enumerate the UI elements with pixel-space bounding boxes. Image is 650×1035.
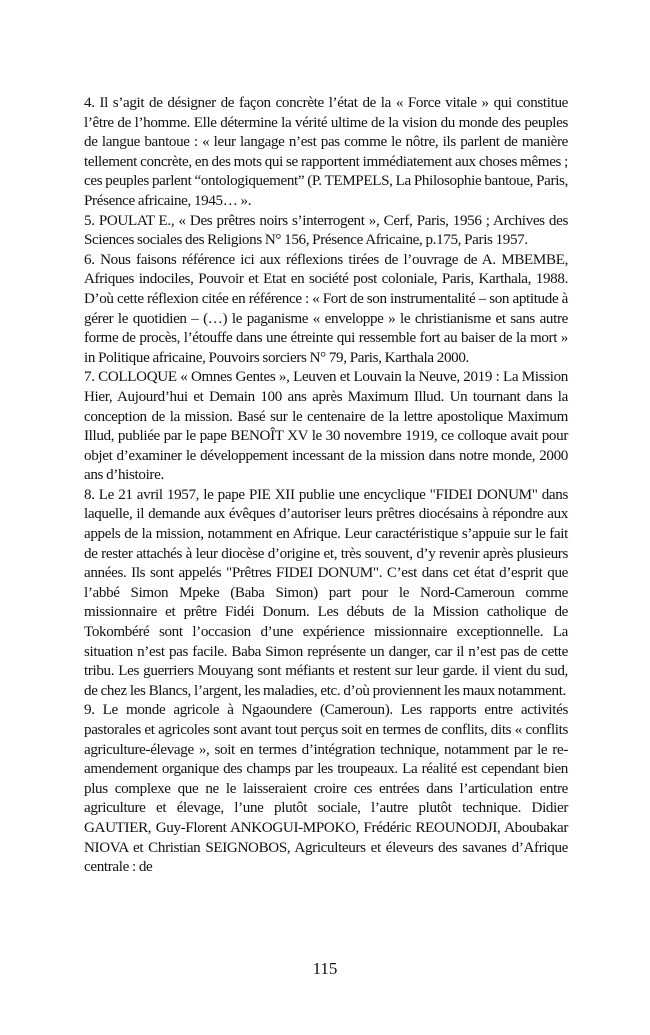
footnote-6: 6. Nous faisons référence ici aux réflexions tirées de l’ouvrage de A. MBEMBE, Afriques indociles, Pouvoir et Etat en société post coloniale, Paris, Karthala, 1988. D’où cette réflexion citée en référence : « Fort de son instrumentalité – son aptitude à gérer le quotidien – (…) le paganisme « enveloppe » le christianisme et sans autre forme de procès, l’étouffe dans une étreinte qui ressemble fort au baiser de la mort » in Politique africaine, Pouvoirs sorciers N° 79, Paris, Karthala 2000. xyxy=(84,251,568,366)
footnotes-block xyxy=(84,94,568,878)
footnote-4: 4. Il s’agit de désigner de façon concrète l’état de la « Force vitale » qui constitue l’être de l’homme. Elle détermine la vérité ultime de la vision du monde des peuples de langue bantoue : « leur langage n’est pas comme le nôtre, ils parlent de manière tellement concrète, en des mots qui se rapportent immédiatement aux choses mêmes ; ces peuples parlent “ontologiquement” (P. TEMPELS, La Philosophie bantoue, Paris, Présence africaine, 1945… ». xyxy=(84,95,568,209)
footnote-5: 5. POULAT E., « Des prêtres noirs s’interrogent », Cerf, Paris, 1956 ; Archives des Sciences sociales des Religions N° 156, Présence Africaine, p.175, Paris 1957. xyxy=(84,212,568,249)
footnote-8: 8. Le 21 avril 1957, le pape PIE XII publie une encyclique "FIDEI DONUM" dans laquelle, il demande aux évêques d’autoriser leurs prêtres diocésains à répondre aux appels de la mission, notamment en Afrique. Leur caractéristique s’appuie sur le fait de rester attachés à leur diocèse d’origine et, très souvent, d’y revenir après plusieurs années. Ils sont appelés "Prêtres FIDEI DONUM". C’est dans cet état d’esprit que l’abbé Simon Mpeke (Baba Simon) part pour le Nord-Cameroun comme missionnaire et prêtre Fidéi Donum. Les débuts de la Mission catholique de Tokombéré sont l’occasion d’une expérience missionnaire exceptionnelle. La situation n’est pas facile. Baba Simon représente un danger, car il n’est pas de cette tribu. Les guerriers Mouyang sont méfiants et restent sur leur garde. il vient du sud, de chez les Blancs, l’argent, les maladies, etc. d’où proviennent les maux notamment. xyxy=(84,486,568,699)
footnote-9: 9. Le monde agricole à Ngaoundere (Cameroun). Les rapports entre activités pastorales et agricoles sont avant tout perçus soit en termes de conflits, dits « conflits agriculture-élevage », soit en termes d’intégration technique, notamment par le re-amendement organique des champs par les troupeaux. La réalité est cependant bien plus complexe que ne le laisseraient croire ces entrées dans l’articulation entre agriculture et élevage, l’une plutôt sociale, l’autre plutôt technique. Didier GAUTIER, Guy-Florent ANKOGUI-MPOKO, Frédéric REOUNODJI, Aboubakar NIOVA et Christian SEIGNOBOS, Agriculteurs et éleveurs des savanes d’Afrique centrale : de xyxy=(84,702,568,876)
footnote-7: 7. COLLOQUE « Omnes Gentes », Leuven et Louvain la Neuve, 2019 : La Mission Hier, Aujourd’hui et Demain 100 ans après Maximum Illud. Un tournant dans la conception de la mission. Basé sur le centenaire de la lettre apostolique Maximum Illud, publiée par le pape BENOÎT XV le 30 novembre 1919, ce colloque avait pour objet d’examiner le développement incessant de la mission dans notre monde, 2000 ans d’histoire. xyxy=(84,369,568,484)
page-number: 115 xyxy=(312,959,338,978)
